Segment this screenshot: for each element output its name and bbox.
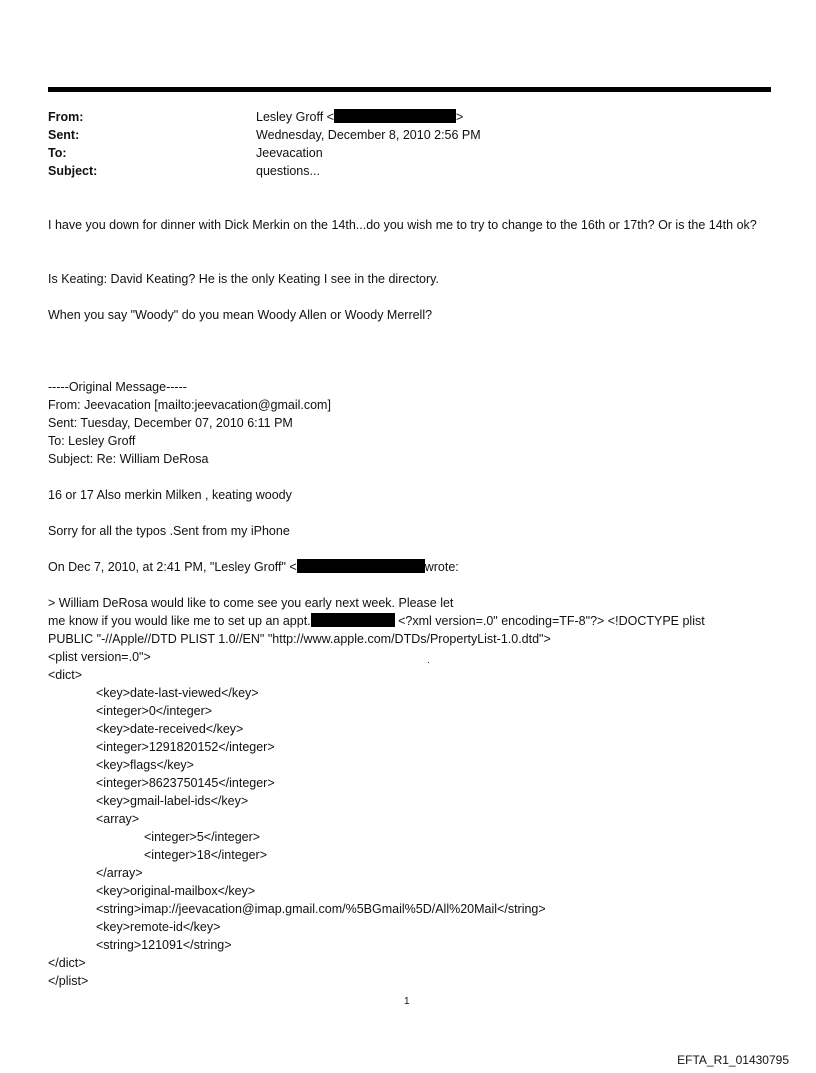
bates-number: EFTA_R1_01430795 [677, 1053, 789, 1067]
subject-value: questions... [256, 164, 320, 178]
page-number: 1 [404, 996, 410, 1007]
to-label: To: [48, 146, 67, 160]
sent-value: Wednesday, December 8, 2010 2:56 PM [256, 128, 481, 142]
original-message-separator: -----Original Message----- [48, 380, 187, 394]
original-sent: Sent: Tuesday, December 07, 2010 6:11 PM [48, 416, 293, 430]
plist-line: <integer>0</integer> [96, 704, 213, 718]
to-value: Jeevacation [256, 146, 323, 160]
plist-line: <plist version=.0"> [48, 650, 151, 664]
original-subject: Subject: Re: William DeRosa [48, 452, 209, 466]
plist-line: <key>flags</key> [96, 758, 194, 772]
plist-line: <key>date-last-viewed</key> [96, 686, 259, 700]
body-paragraph-3: When you say "Woody" do you mean Woody Allen or Woody Merrell? [48, 308, 433, 322]
plist-line: <integer>5</integer> [144, 830, 261, 844]
quote-line-1: > William DeRosa would like to come see you early next week. Please let [48, 596, 454, 610]
plist-line: <integer>1291820152</integer> [96, 740, 275, 754]
plist-line: <integer>8623750145</integer> [96, 776, 275, 790]
from-value: Lesley Groff < > [256, 110, 464, 124]
plist-line: <array> [96, 812, 140, 826]
quote-intro: On Dec 7, 2010, at 2:41 PM, "Lesley Groff" < wrote: [48, 560, 459, 574]
redaction-box [311, 613, 395, 627]
original-to: To: Lesley Groff [48, 434, 136, 448]
sent-label: Sent: [48, 128, 80, 142]
plist-line: <key>gmail-label-ids</key> [96, 794, 249, 808]
quote-line-2: me know if you would like me to set up an appt. <?xml version=.0" encoding=TF-8"?> <!DOCTYPE plist [48, 614, 705, 628]
subject-label: Subject: [48, 164, 98, 178]
body-paragraph-2: Is Keating: David Keating? He is the only Keating I see in the directory. [48, 272, 439, 286]
header-rule [48, 87, 771, 92]
plist-line: </dict> [48, 956, 86, 970]
body-paragraph-1: I have you down for dinner with Dick Merkin on the 14th...do you wish me to try to change to the 16th or 17th? Or is the 14th ok? [48, 218, 757, 232]
plist-line: </plist> [48, 974, 89, 988]
quote-line-3: PUBLIC "-//Apple//DTD PLIST 1.0//EN" "http://www.apple.com/DTDs/PropertyList-1.0.dtd"> [48, 632, 551, 646]
reply-text: 16 or 17 Also merkin Milken , keating woody [48, 488, 292, 502]
plist-line: <dict> [48, 668, 83, 682]
plist-line: <key>original-mailbox</key> [96, 884, 256, 898]
redaction-box [297, 559, 425, 573]
plist-line: <key>date-received</key> [96, 722, 244, 736]
redaction-box [334, 109, 456, 123]
from-label: From: [48, 110, 84, 124]
original-from: From: Jeevacation [mailto:jeevacation@gmail.com] [48, 398, 331, 412]
signature-text: Sorry for all the typos .Sent from my iPhone [48, 524, 290, 538]
plist-line: </array> [96, 866, 143, 880]
plist-line: <string>imap://jeevacation@imap.gmail.com/%5BGmail%5D/All%20Mail</string> [96, 902, 546, 916]
plist-line: <key>remote-id</key> [96, 920, 221, 934]
stray-mark: . [427, 655, 430, 666]
plist-line: <string>121091</string> [96, 938, 232, 952]
plist-line: <integer>18</integer> [144, 848, 268, 862]
